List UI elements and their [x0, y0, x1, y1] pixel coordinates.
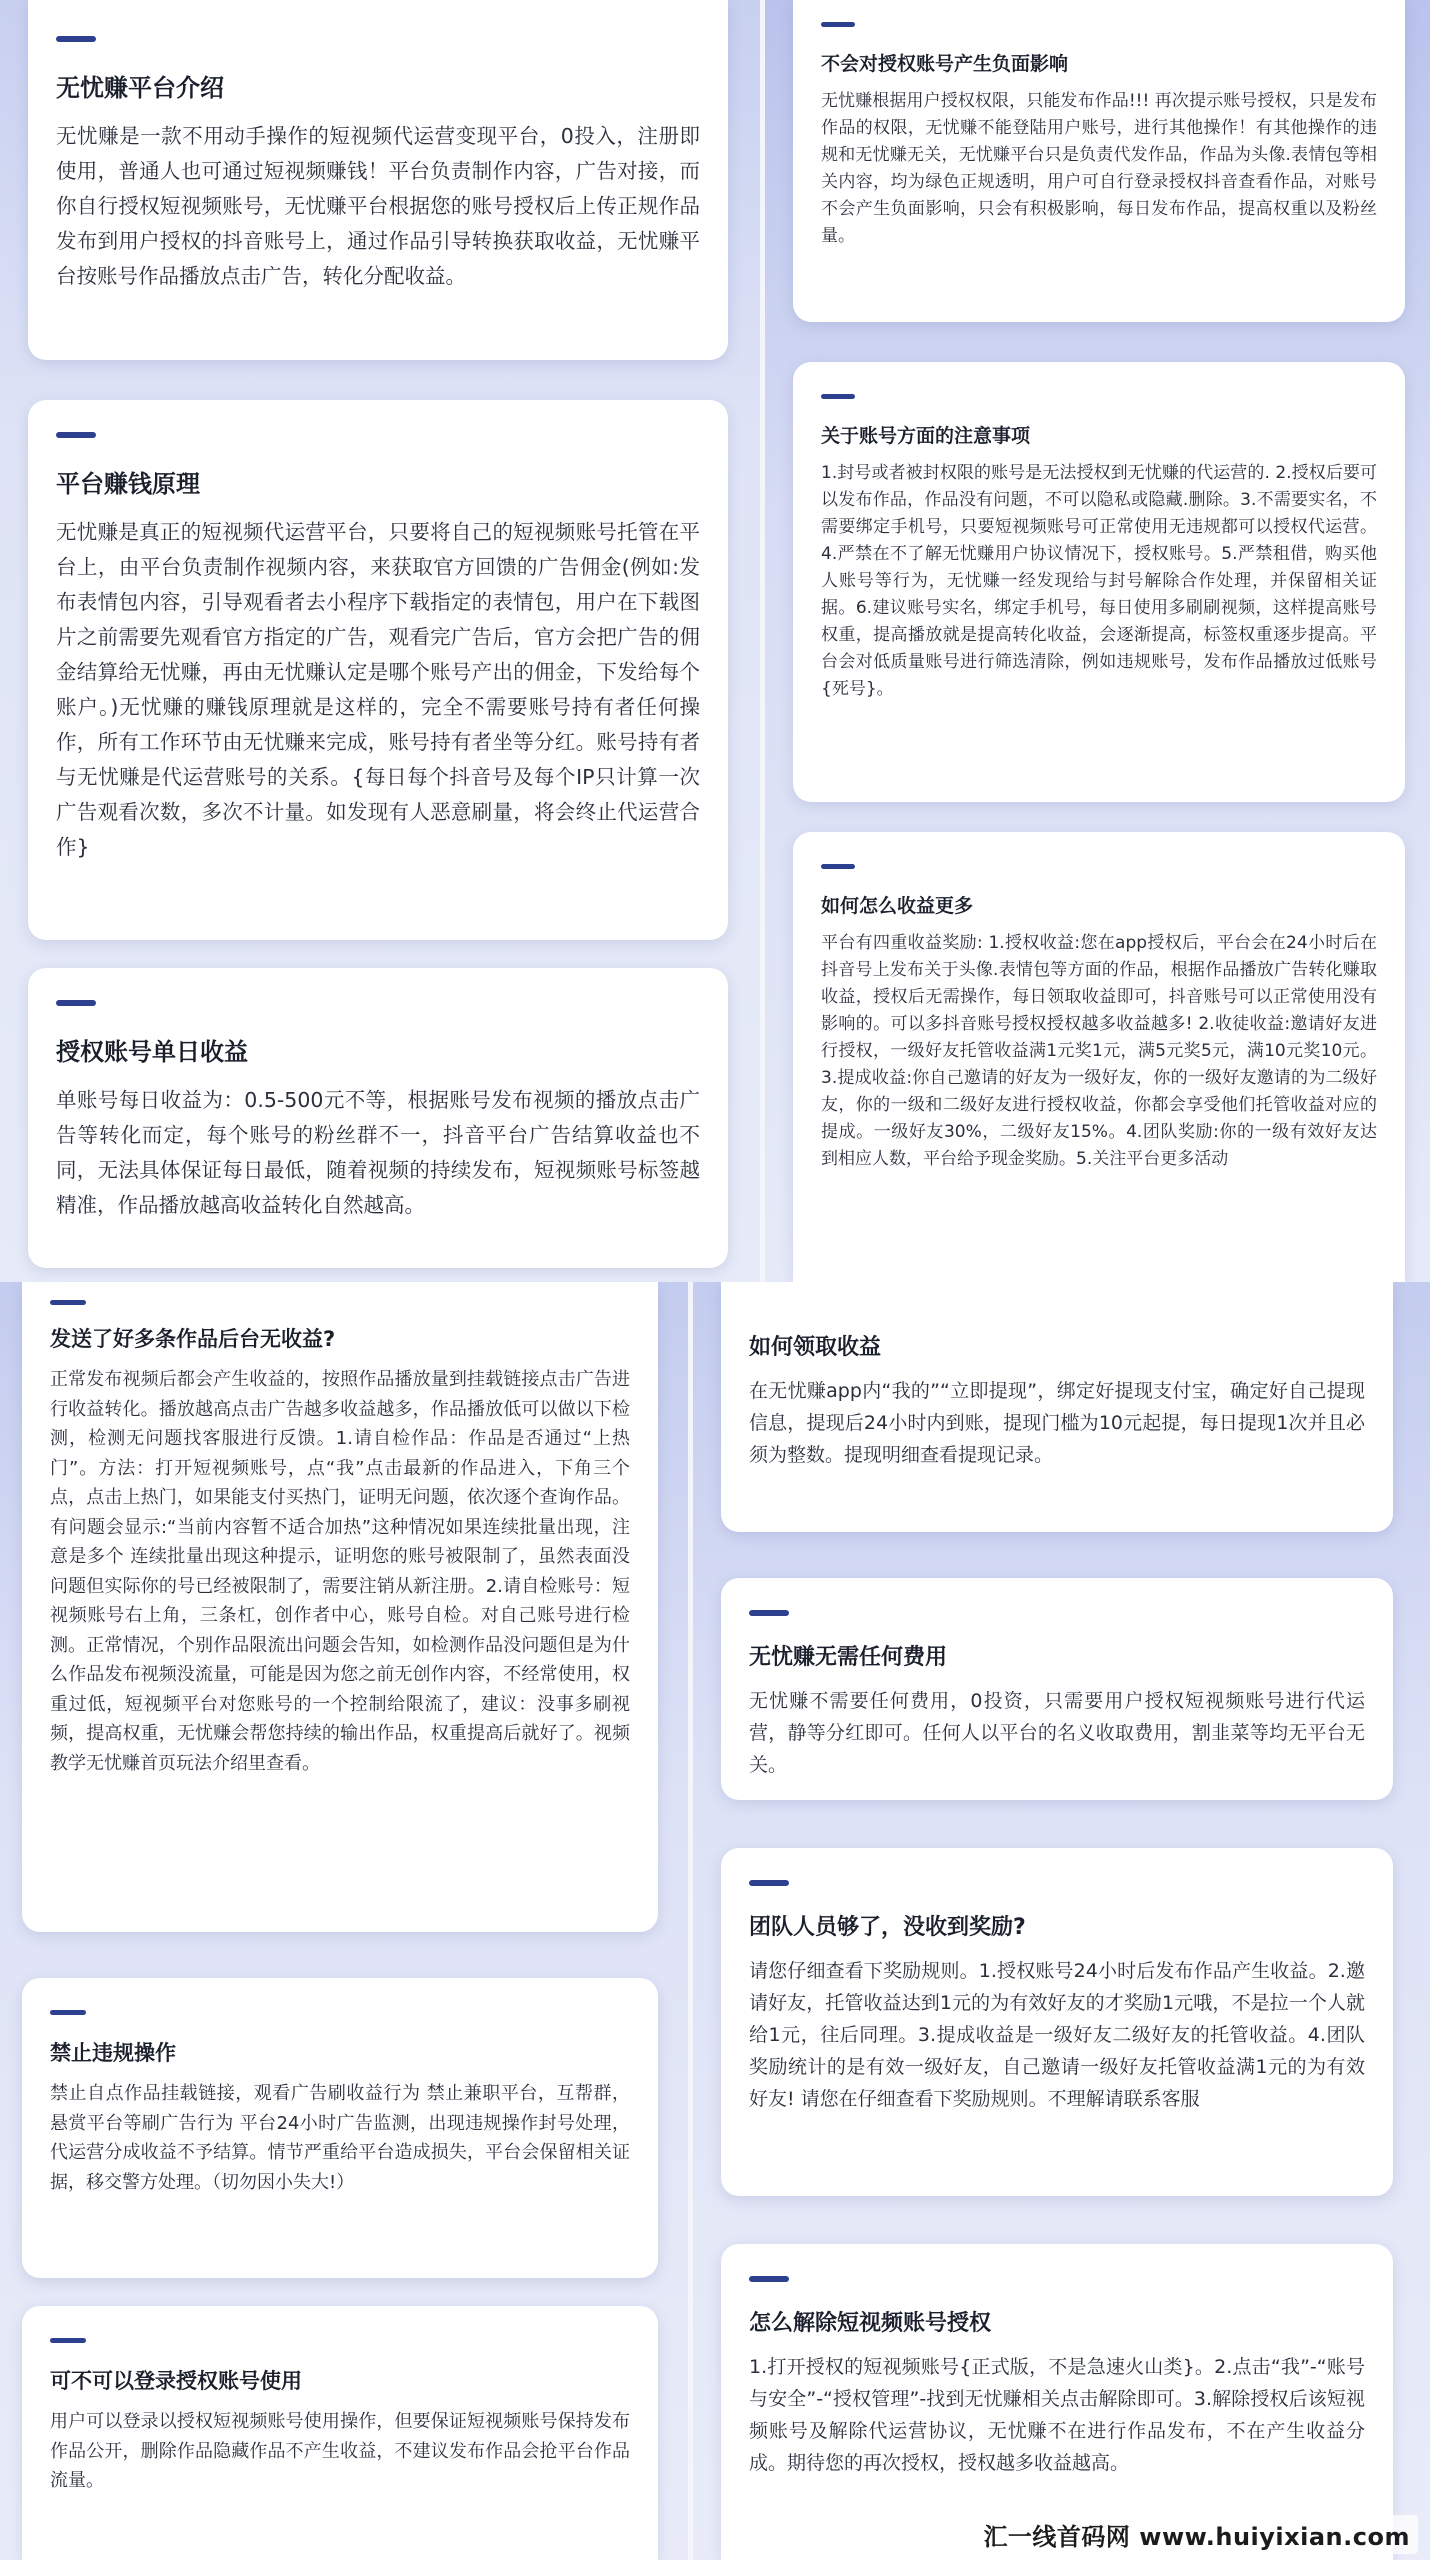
- card-login-account: [22, 2306, 658, 2560]
- watermark: 汇一线首码网 www.huiyixian.com: [975, 2515, 1418, 2554]
- card-title: 无忧赚平台介绍: [56, 74, 224, 102]
- card-money-principle: [28, 400, 728, 940]
- accent-bar: [821, 864, 855, 869]
- card-no-negative-impact: [793, 0, 1405, 322]
- card-body: 无忧赚是真正的短视频代运营平台，只要将自己的短视频账号托管在平台上，由平台负责制作视频内容，来获取官方回馈的广告佣金(例如:发布表情包内容，引导观看者去小程序下载指定的表情包，用户在下载图片之前需要先观看官方指定的广告，观看完广告后，官方会把广告的佣金结算给无忧赚，再由无忧赚认定是哪个账号产出的佣金，下发给每个账户。)无忧赚的赚钱原理就是这样的，完全不需要账号持有者任何操作，所有工作环节由无忧赚来完成，账号持有者坐等分红。账号持有者与无忧赚是代运营账号的关系。{每日每个抖音号及每个IP只计算一次广告观看次数，多次不计量。如发现有人恶意刷量，将会终止代运营合作}: [56, 520, 700, 859]
- panel-bottom-left: [0, 1282, 688, 2560]
- card-title: 关于账号方面的注意事项: [821, 425, 1031, 447]
- panel-bottom-right: [693, 1282, 1430, 2560]
- card-title: 不会对授权账号产生负面影响: [821, 53, 1069, 75]
- card-body: 1.打开授权的短视频账号{正式版，不是急速火山类}。2.点击“我”-“账号与安全”-“授权管理”-找到无忧赚相关点击解除即可。3.解除授权后该短视频账号及解除代运营协议，无忧赚不在进行作品发布，不在产生收益分成。期待您的再次授权，授权越多收益越高。: [749, 2356, 1365, 2474]
- accent-bar: [56, 36, 96, 42]
- card-body: 无忧赚是一款不用动手操作的短视频代运营变现平台，0投入，注册即使用，普通人也可通过短视频赚钱！平台负责制作内容，广告对接，而你自行授权短视频账号，无忧赚平台根据您的账号授权后上传正规作品发布到用户授权的抖音账号上，通过作品引导转换获取收益，无忧赚平台按账号作品播放点击广告，转化分配收益。: [56, 124, 700, 288]
- accent-bar: [56, 432, 96, 438]
- card-title: 平台赚钱原理: [56, 470, 200, 498]
- card-body: 无忧赚不需要任何费用，0投资，只需要用户授权短视频账号进行代运营，静等分红即可。任何人以平台的名义收取费用，割韭菜等均无平台无关。: [749, 1690, 1365, 1776]
- card-daily-income: [28, 968, 728, 1268]
- card-body: 单账号每日收益为：0.5-500元不等，根据账号发布视频的播放点击广告等转化而定，每个账号的粉丝群不一，抖音平台广告结算收益也不同，无法具体保证每日最低，随着视频的持续发布，短视频账号标签越精准，作品播放越高收益转化自然越高。: [56, 1088, 700, 1217]
- accent-bar: [821, 394, 855, 399]
- card-body: 平台有四重收益奖励: 1.授权收益:您在app授权后，平台会在24小时后在抖音号上发布关于头像.表情包等方面的作品，根据作品播放广告转化赚取收益，授权后无需操作，每日领取收益即可，抖音账号可以正常使用没有影响的。可以多抖音账号授权授权越多收益越多! 2.收徒收益:邀请好友进行授权，一级好友托管收益满1元奖1元，满5元奖5元，满10元奖10元。3.提成收益:你自己邀请的好友为一级好友，你的一级好友邀请的为二级好友，你的一级和二级好友进行授权收益，你都会享受他们托管收益对应的提成。一级好友30%，二级好友15%。4.团队奖励:你的一级有效好友达到相应人数，平台给予现金奖励。5.关注平台更多活动: [821, 933, 1377, 1169]
- card-title: 怎么解除短视频账号授权: [749, 2311, 992, 2336]
- accent-bar: [749, 1880, 789, 1886]
- accent-bar: [749, 1610, 789, 1616]
- accent-bar: [821, 22, 855, 27]
- card-title: 如何领取收益: [749, 1335, 882, 1360]
- card-body: 用户可以登录以授权短视频账号使用操作，但要保证短视频账号保持发布作品公开，删除作品隐藏作品不产生收益，不建议发布作品会抢平台作品流量。: [50, 2411, 630, 2491]
- card-platform-intro: [28, 0, 728, 360]
- card-body: 无忧赚根据用户授权权限，只能发布作品!!! 再次提示账号授权，只是发布作品的权限，无忧赚不能登陆用户账号，进行其他操作！有其他操作的违规和无忧赚无关，无忧赚平台只是负责代发作品，作品为头像.表情包等相关内容，均为绿色正规透明，用户可自行登录授权抖音查看作品，对账号不会产生负面影响，只会有积极影响，每日发布作品，提高权重以及粉丝量。: [821, 91, 1377, 246]
- card-title: 如何怎么收益更多: [821, 895, 974, 917]
- accent-bar: [749, 2276, 789, 2282]
- card-title: 可不可以登录授权账号使用: [50, 2369, 302, 2393]
- card-title: 授权账号单日收益: [56, 1038, 248, 1066]
- panel-top-right: [765, 0, 1430, 1282]
- accent-bar: [50, 1300, 86, 1305]
- card-title: 禁止违规操作: [50, 2041, 176, 2065]
- card-account-notes: [793, 362, 1405, 802]
- card-team-reward: [721, 1848, 1393, 2196]
- card-more-income: [793, 832, 1405, 1282]
- card-no-income-faq: [22, 1282, 658, 1932]
- card-unbind-account: [721, 2244, 1393, 2560]
- card-title: 无忧赚无需任何费用: [749, 1645, 948, 1670]
- card-body: 请您仔细查看下奖励规则。1.授权账号24小时后发布作品产生收益。2.邀请好友，托管收益达到1元的为有效好友的才奖励1元哦，不是拉一个人就给1元，往后同理。3.提成收益是一级好友二级好友的托管收益。4.团队奖励统计的是有效一级好友，自己邀请一级好友托管收益满1元的为有效好友! 请您在仔细查看下奖励规则。不理解请联系客服: [749, 1960, 1365, 2110]
- card-body: 在无忧赚app内“我的”“立即提现”，绑定好提现支付宝，确定好自己提现信息，提现后24小时内到账，提现门槛为10元起提，每日提现1次并且必须为整数。提现明细查看提现记录。: [749, 1380, 1365, 1466]
- accent-bar: [50, 2338, 86, 2343]
- card-body: 1.封号或者被封权限的账号是无法授权到无忧赚的代运营的. 2.授权后要可以发布作品，作品没有问题，不可以隐私或隐藏.删除。3.不需要实名，不需要绑定手机号，只要短视频账号可正常使用无违规都可以授权代运营。4.严禁在不了解无忧赚用户协议情况下，授权账号。5.严禁租借，购买他人账号等行为，无忧赚一经发现给与封号解除合作处理，并保留相关证据。6.建议账号实名，绑定手机号，每日使用多刷刷视频，这样提高账号权重，提高播放就是提高转化收益，会逐渐提高，标签权重逐步提高。平台会对低质量账号进行筛选清除，例如违规账号，发布作品播放过低账号{死号}。: [821, 463, 1377, 699]
- accent-bar: [50, 2010, 86, 2015]
- card-title: 团队人员够了，没收到奖励?: [749, 1915, 1026, 1940]
- accent-bar: [56, 1000, 96, 1006]
- card-claim-income: [721, 1282, 1393, 1532]
- panel-top-left: [0, 0, 760, 1282]
- card-title: 发送了好多条作品后台无收益?: [50, 1327, 336, 1351]
- card-no-fee: [721, 1578, 1393, 1800]
- card-body: 禁止自点作品挂载链接，观看广告刷收益行为 禁止兼职平台，互帮群，悬赏平台等刷广告行为 平台24小时广告监测，出现违规操作封号处理，代运营分成收益不予结算。情节严重给平台造成损失，平台会保留相关证据，移交警方处理。（切勿因小失大!）: [50, 2083, 630, 2193]
- card-violation-rules: [22, 1978, 658, 2278]
- card-body: 正常发布视频后都会产生收益的，按照作品播放量到挂载链接点击广告进行收益转化。播放越高点击广告越多收益越多，作品播放低可以做以下检测，检测无问题找客服进行反馈。1.请自检作品：作品是否通过“上热门”。方法：打开短视频账号，点“我”点击最新的作品进入，下角三个点，点击上热门，如果能支付买热门，证明无问题，依次逐个查询作品。有问题会显示:“当前内容暂不适合加热”这种情况如果连续批量出现，注意是多个 连续批量出现这种提示，证明您的账号被限制了，虽然表面没问题但实际你的号已经被限制了，需要注销从新注册。2.请自检账号：短视频账号右上角，三条杠，创作者中心，账号自检。对自己账号进行检测。正常情况，个别作品限流出问题会告知，如检测作品没问题但是为什么作品发布视频没流量，可能是因为您之前无创作内容，不经常使用，权重过低，短视频平台对您账号的一个控制给限流了，建议：没事多刷视频，提高权重，无忧赚会帮您持续的输出作品，权重提高后就好了。视频教学无忧赚首页玩法介绍里查看。: [50, 1369, 630, 1774]
